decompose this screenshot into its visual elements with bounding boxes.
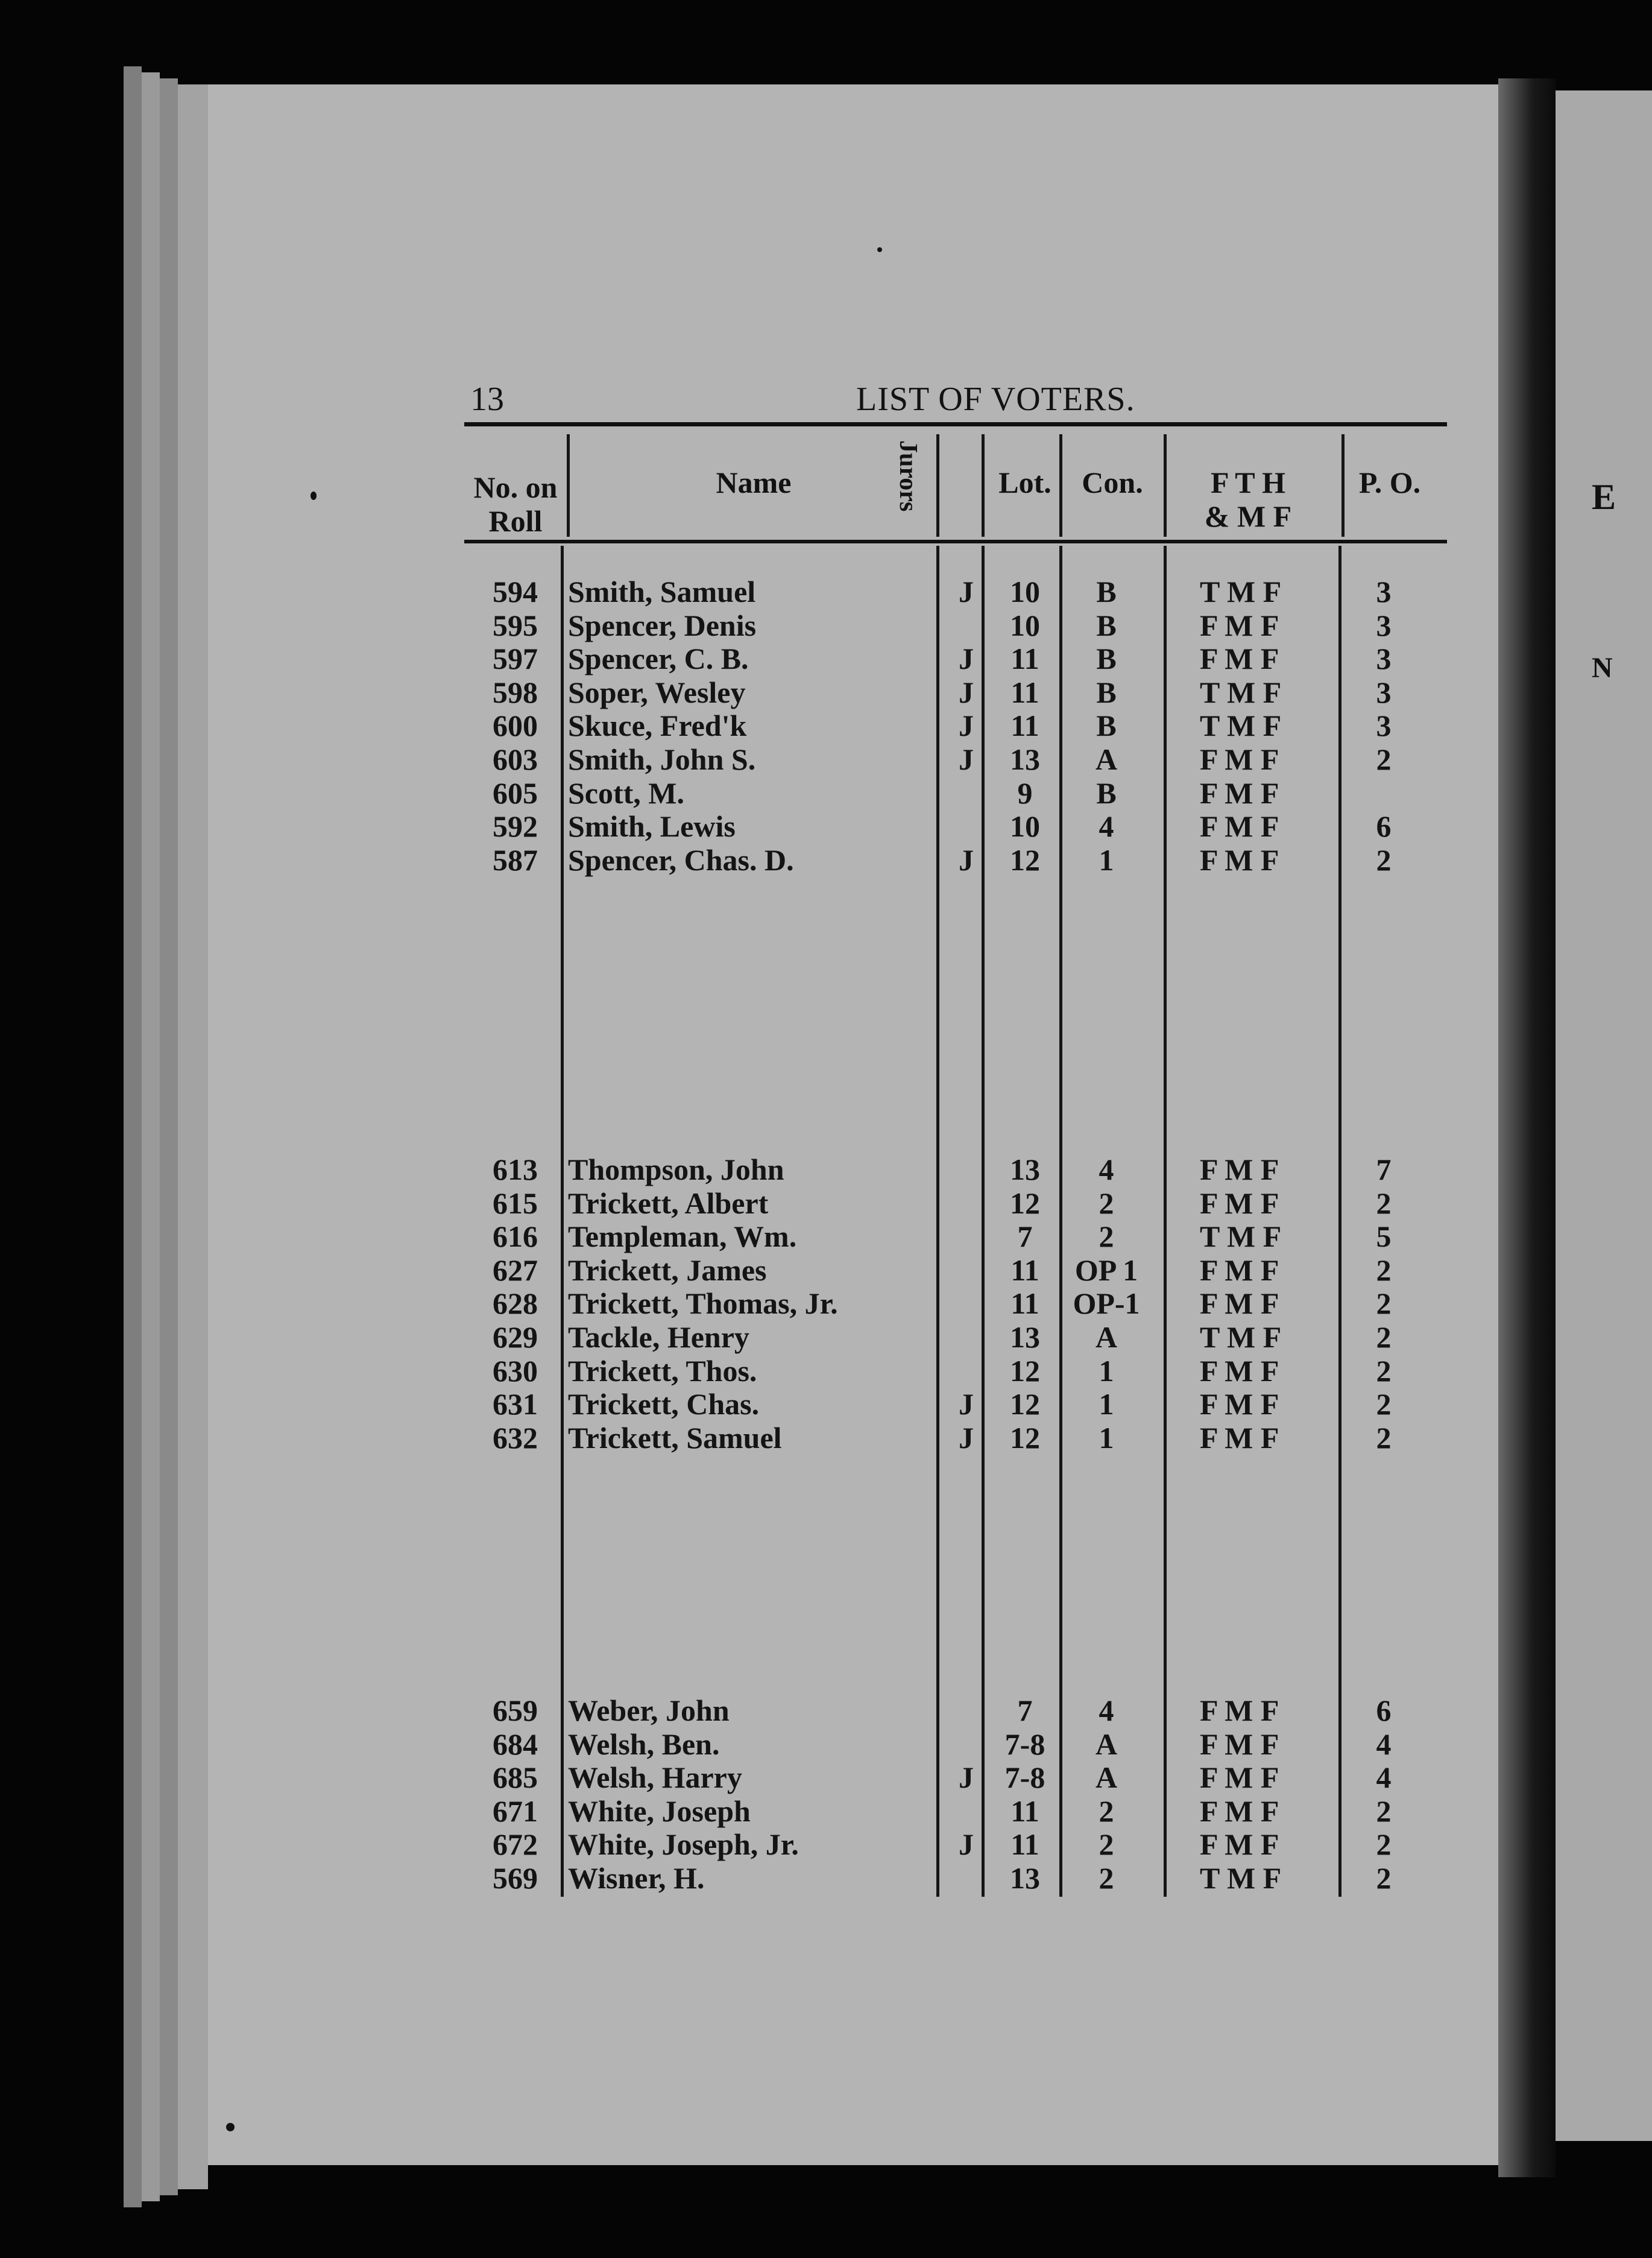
voter-name: Trickett, Albert [568,1186,769,1220]
post-office: 4 [1376,1727,1392,1761]
post-office: 3 [1376,709,1392,743]
voter-name: Trickett, Samuel [568,1420,782,1455]
column-divider [1341,434,1345,537]
facing-page-letter: E [1592,477,1616,517]
lot-number: 12 [1010,843,1040,877]
post-office: 4 [1376,1760,1392,1795]
lot-number: 13 [1010,1861,1040,1895]
table-row [0,1794,1652,1827]
lot-number: 9 [1017,776,1033,810]
tenure-status: F M F [1200,1794,1279,1828]
table-row [0,608,1652,642]
lot-number: 11 [1010,1253,1039,1287]
roll-number: 587 [493,843,538,877]
tenure-status: T M F [1200,1219,1282,1254]
tenure-status: F M F [1200,742,1279,776]
column-divider [936,434,939,537]
lot-number: 11 [1010,675,1039,709]
post-office: 2 [1376,1794,1392,1828]
page-title: LIST OF VOTERS. [856,381,1135,418]
voter-name: Spencer, Denis [568,608,757,642]
table-row [0,1353,1652,1387]
lot-number: 13 [1010,1320,1040,1354]
concession: 1 [1099,1420,1114,1455]
column-header-ftm: F T H & M F [1204,466,1292,533]
roll-number: 598 [493,675,538,709]
column-header-po: P. O. [1358,466,1421,499]
roll-number: 613 [493,1153,538,1186]
table-row [0,1219,1652,1253]
lot-number: 11 [1010,1794,1039,1828]
post-office: 7 [1376,1153,1392,1186]
concession: OP-1 [1073,1286,1140,1321]
concession: A [1095,1320,1118,1354]
post-office: 2 [1376,843,1392,877]
lot-number: 7-8 [1004,1760,1045,1795]
roll-number: 600 [493,709,538,743]
lot-number: 7 [1017,1694,1033,1727]
post-office: 2 [1376,1186,1392,1220]
roll-number: 616 [493,1219,538,1254]
voter-name: White, Joseph [568,1794,751,1828]
column-divider [1164,434,1167,537]
voter-name: Welsh, Ben. [568,1727,720,1761]
lot-number: 10 [1010,809,1040,844]
post-office: 2 [1376,1827,1392,1862]
voter-name: Trickett, Thomas, Jr. [568,1286,838,1321]
table-row [0,641,1652,675]
voter-name: Trickett, Chas. [568,1387,760,1422]
juror-mark: J [959,742,974,776]
table-row [0,1286,1652,1320]
voter-name: Spencer, Chas. D. [568,843,794,877]
concession: B [1096,776,1117,810]
tenure-status: F M F [1200,1420,1279,1455]
tenure-status: T M F [1200,709,1282,743]
ink-speck [311,492,317,500]
voter-name: Skuce, Fred'k [568,709,747,743]
roll-number: 597 [493,642,538,676]
voter-name: Tackle, Henry [568,1320,749,1354]
tenure-status: F M F [1200,1694,1279,1727]
table-row [0,843,1652,876]
table-row [0,574,1652,608]
concession: 4 [1099,1153,1114,1186]
post-office: 2 [1376,1420,1392,1455]
post-office: 3 [1376,642,1392,676]
ink-speck [877,247,882,252]
roll-number: 671 [493,1794,538,1828]
post-office: 2 [1376,742,1392,776]
tenure-status: F M F [1200,1727,1279,1761]
roll-number: 595 [493,608,538,642]
table-row [0,1253,1652,1286]
column-header-no-on-roll: No. on Roll [473,470,558,538]
table-row [0,1727,1652,1760]
concession: 4 [1099,1694,1114,1727]
concession: B [1096,709,1117,743]
concession: 2 [1099,1827,1114,1862]
lot-number: 12 [1010,1353,1040,1388]
post-office: 5 [1376,1219,1392,1254]
roll-number: 605 [493,776,538,810]
tenure-status: T M F [1200,1861,1282,1895]
table-row [0,1420,1652,1454]
column-header-rule [464,540,1447,543]
voter-name: Templeman, Wm. [568,1219,797,1254]
concession: 1 [1099,1387,1114,1422]
tenure-status: F M F [1200,1253,1279,1287]
tenure-status: F M F [1200,1186,1279,1220]
concession: B [1096,642,1117,676]
roll-number: 685 [493,1760,538,1795]
post-office: 6 [1376,1694,1392,1727]
roll-number: 569 [493,1861,538,1895]
juror-mark: J [959,1387,974,1422]
concession: 2 [1099,1186,1114,1220]
juror-mark: J [959,1827,974,1862]
juror-mark: J [959,642,974,676]
tenure-status: F M F [1200,608,1279,642]
roll-number: 628 [493,1286,538,1321]
column-header-name: Name [716,466,792,499]
post-office: 2 [1376,1861,1392,1895]
roll-number: 684 [493,1727,538,1761]
post-office: 3 [1376,575,1392,609]
roll-number: 659 [493,1694,538,1727]
juror-mark: J [959,1760,974,1795]
roll-number: 603 [493,742,538,776]
voter-name: Soper, Wesley [568,675,746,709]
post-office: 2 [1376,1353,1392,1388]
roll-number: 629 [493,1320,538,1354]
lot-number: 7-8 [1004,1727,1045,1761]
facing-page-letter: N [1592,652,1613,684]
lot-number: 12 [1010,1186,1040,1220]
concession: A [1095,742,1118,776]
header-rule [464,422,1447,426]
page-number: 13 [470,381,504,418]
column-header-con: Con. [1082,466,1143,499]
table-row [0,1152,1652,1186]
concession: B [1096,575,1117,609]
table-row [0,1861,1652,1894]
ink-speck [226,2123,235,2131]
lot-number: 12 [1010,1387,1040,1422]
voter-name: Weber, John [568,1694,730,1727]
roll-number: 632 [493,1420,538,1455]
concession: 4 [1099,809,1114,844]
post-office: 3 [1376,608,1392,642]
lot-number: 7 [1017,1219,1033,1254]
concession: 1 [1099,1353,1114,1388]
lot-number: 11 [1010,1827,1039,1862]
voter-name: Smith, Samuel [568,575,756,609]
column-header-jurors: Jurors [894,440,922,512]
table-row [0,1186,1652,1219]
post-office: 2 [1376,1253,1392,1287]
juror-mark: J [959,843,974,877]
tenure-status: F M F [1200,1387,1279,1422]
column-divider [1059,434,1062,537]
tenure-status: F M F [1200,776,1279,810]
voter-name: Scott, M. [568,776,684,810]
column-header-lot: Lot. [998,466,1051,499]
tenure-status: T M F [1200,575,1282,609]
juror-mark: J [959,1420,974,1455]
concession: B [1096,675,1117,709]
page-header [470,380,1447,416]
juror-mark: J [959,575,974,609]
post-office: 3 [1376,675,1392,709]
tenure-status: F M F [1200,1153,1279,1186]
voter-name: Welsh, Harry [568,1760,742,1795]
voter-name: Spencer, C. B. [568,642,749,676]
roll-number: 592 [493,809,538,844]
roll-number: 594 [493,575,538,609]
table-row [0,742,1652,776]
table-row [0,675,1652,709]
voter-name: Trickett, Thos. [568,1353,757,1388]
concession: B [1096,608,1117,642]
roll-number: 631 [493,1387,538,1422]
roll-number: 627 [493,1253,538,1287]
lot-number: 11 [1010,1286,1039,1321]
table-row [0,1693,1652,1727]
table-row [0,708,1652,742]
tenure-status: F M F [1200,843,1279,877]
table-row [0,1387,1652,1420]
lot-number: 10 [1010,608,1040,642]
table-row [0,1760,1652,1794]
concession: 1 [1099,843,1114,877]
lot-number: 11 [1010,642,1039,676]
juror-mark: J [959,675,974,709]
column-divider [982,434,985,537]
lot-number: 13 [1010,1153,1040,1186]
roll-number: 615 [493,1186,538,1220]
roll-number: 630 [493,1353,538,1388]
concession: 2 [1099,1861,1114,1895]
concession: 2 [1099,1794,1114,1828]
table-row [0,809,1652,843]
voter-name: Smith, John S. [568,742,756,776]
tenure-status: T M F [1200,675,1282,709]
tenure-status: F M F [1200,1286,1279,1321]
tenure-status: F M F [1200,1760,1279,1795]
post-office: 2 [1376,1286,1392,1321]
roll-number: 672 [493,1827,538,1862]
voter-name: Wisner, H. [568,1861,705,1895]
tenure-status: F M F [1200,1827,1279,1862]
tenure-status: F M F [1200,642,1279,676]
post-office: 2 [1376,1320,1392,1354]
concession: 2 [1099,1219,1114,1254]
table-row [0,776,1652,809]
table-row [0,1320,1652,1353]
concession: A [1095,1760,1118,1795]
juror-mark: J [959,709,974,743]
column-divider [567,434,570,537]
post-office: 6 [1376,809,1392,844]
voter-name: Smith, Lewis [568,809,736,844]
tenure-status: F M F [1200,1353,1279,1388]
table-row [0,1827,1652,1861]
voter-name: White, Joseph, Jr. [568,1827,799,1862]
post-office: 2 [1376,1387,1392,1422]
lot-number: 13 [1010,742,1040,776]
voter-name: Thompson, John [568,1153,784,1186]
concession: OP 1 [1074,1253,1138,1287]
concession: A [1095,1727,1118,1761]
voter-name: Trickett, James [568,1253,767,1287]
lot-number: 12 [1010,1420,1040,1455]
tenure-status: T M F [1200,1320,1282,1354]
tenure-status: F M F [1200,809,1279,844]
lot-number: 10 [1010,575,1040,609]
lot-number: 11 [1010,709,1039,743]
